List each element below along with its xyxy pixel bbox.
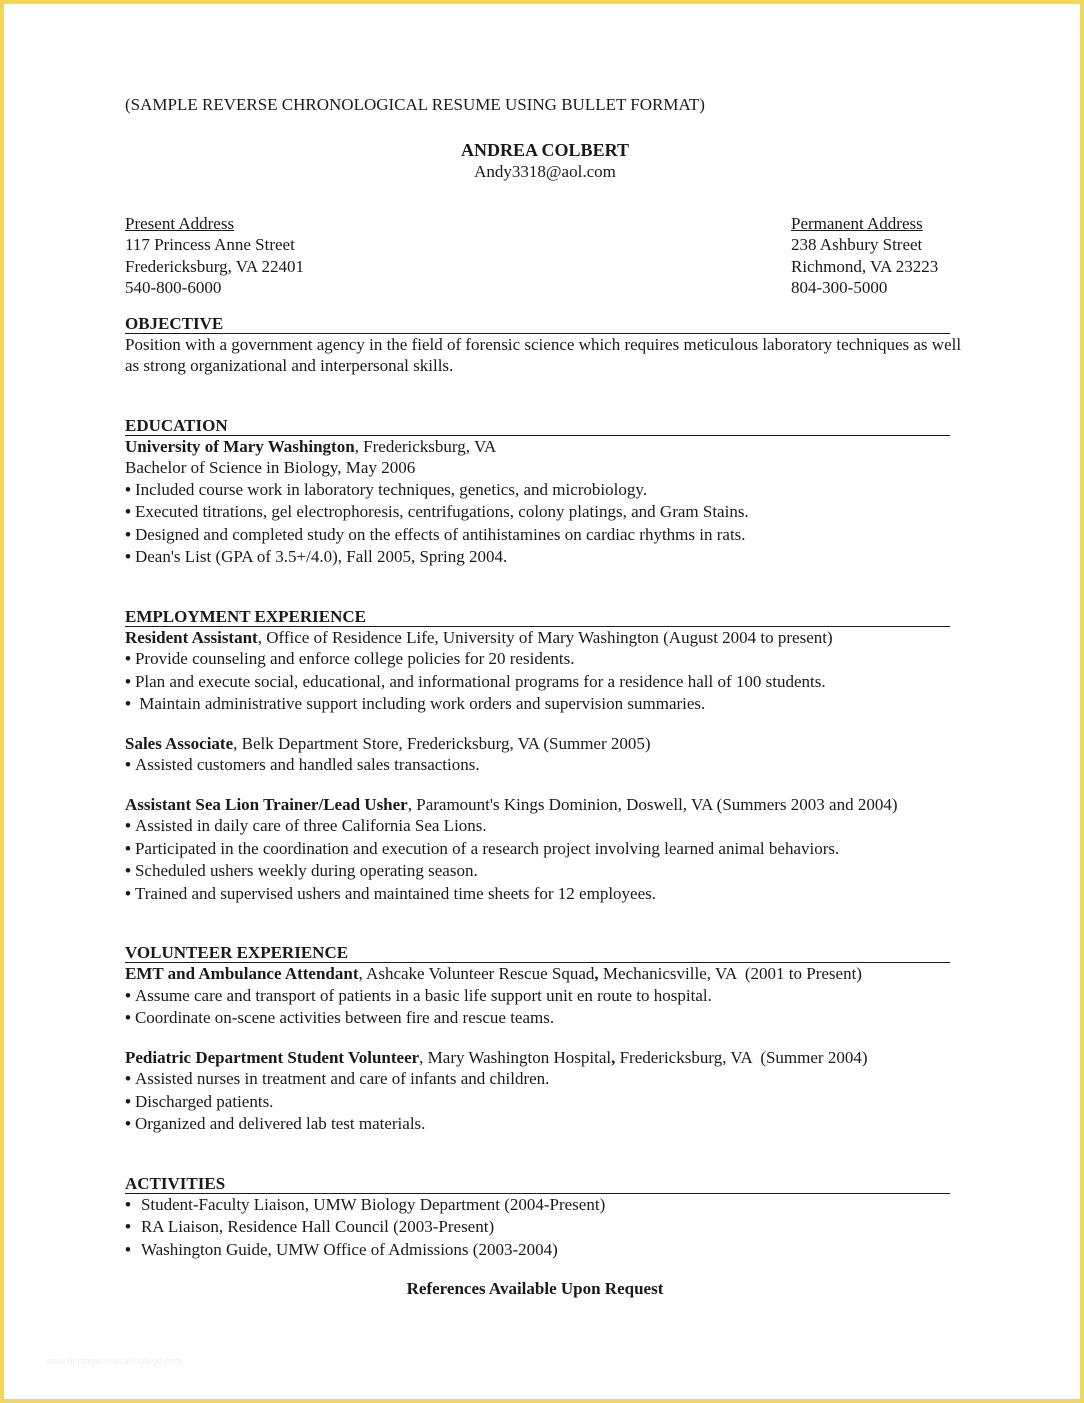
permanent-address-city: Richmond, VA 23223 bbox=[791, 256, 939, 276]
list-item bbox=[125, 671, 965, 693]
list-item-text: Scheduled ushers weekly during operating season. bbox=[134, 861, 478, 880]
bullet-glyph: • bbox=[125, 479, 131, 499]
addresses bbox=[125, 213, 965, 297]
bullet-glyph: • bbox=[125, 502, 131, 521]
bullet-glyph: • bbox=[125, 838, 131, 858]
list-item bbox=[125, 883, 965, 905]
list-item bbox=[125, 1113, 965, 1135]
job-title-separator: , bbox=[594, 964, 599, 983]
bullet-glyph: • bbox=[125, 883, 131, 903]
list-item bbox=[125, 815, 965, 837]
objective-heading: OBJECTIVE bbox=[125, 313, 950, 334]
resume-content bbox=[125, 94, 965, 1300]
job-title: Resident Assistant bbox=[125, 627, 258, 647]
volunteer-heading: VOLUNTEER EXPERIENCE bbox=[125, 942, 950, 963]
activities-heading: ACTIVITIES bbox=[125, 1173, 950, 1194]
employment-heading: EMPLOYMENT EXPERIENCE bbox=[125, 606, 950, 627]
list-item-text: Dean's List (GPA of 3.5+/4.0), Fall 2005, Spring 2004. bbox=[134, 547, 508, 566]
list-item bbox=[125, 648, 965, 670]
list-item-text: Plan and execute social, educational, and informational programs for a residence hall of 100 students. bbox=[134, 671, 826, 691]
permanent-address-phone: 804-300-5000 bbox=[791, 278, 888, 297]
bullet-glyph: • bbox=[125, 1194, 131, 1214]
activities-list bbox=[125, 1194, 965, 1261]
bullet-glyph: • bbox=[125, 816, 131, 835]
job-title-line bbox=[125, 794, 965, 816]
list-item-text: Assisted in daily care of three California Sea Lions. bbox=[134, 816, 487, 835]
list-item-text: Organized and delivered lab test materials. bbox=[134, 1114, 426, 1133]
list-item bbox=[125, 693, 965, 715]
education-school: University of Mary Washington bbox=[125, 436, 355, 456]
list-item-text: Discharged patients. bbox=[134, 1091, 274, 1111]
bullet-glyph: • bbox=[125, 547, 131, 566]
list-item bbox=[125, 546, 965, 568]
bullet-glyph: • bbox=[125, 1239, 131, 1259]
permanent-address bbox=[791, 213, 938, 299]
candidate-name: ANDREA COLBERT bbox=[461, 139, 629, 160]
objective-text: Position with a government agency in the field of forensic science which requires meticulous laboratory techniques as well as strong organizational and interpersonal skills. bbox=[125, 334, 962, 375]
bullet-glyph: • bbox=[125, 985, 131, 1005]
bullet-glyph: • bbox=[125, 1069, 131, 1088]
list-item-text: Student-Faculty Liaison, UMW Biology Department (2004-Present) bbox=[140, 1194, 606, 1214]
list-item bbox=[125, 1068, 965, 1090]
present-address-phone: 540-800-6000 bbox=[125, 278, 222, 297]
list-item-text: Included course work in laboratory techniques, genetics, and microbiology. bbox=[134, 479, 648, 499]
job-title: EMT and Ambulance Attendant bbox=[125, 964, 359, 983]
bullet-glyph: • bbox=[125, 1217, 131, 1236]
employment-job bbox=[125, 794, 965, 905]
list-item-text: Coordinate on-scene activities between fire and rescue teams. bbox=[134, 1008, 555, 1027]
list-item bbox=[125, 524, 965, 546]
candidate-email: Andy3318@aol.com bbox=[474, 162, 616, 181]
education-degree: Bachelor of Science in Biology, May 2006 bbox=[125, 458, 416, 477]
job-title-line bbox=[125, 627, 965, 649]
job-details-location: Fredericksburg, VA (Summer 2004) bbox=[615, 1047, 868, 1067]
list-item-text: Designed and completed study on the effects of antihistamines on cardiac rhythms in rats. bbox=[134, 524, 746, 544]
list-item-text: Washington Guide, UMW Office of Admissions (2003-2004) bbox=[140, 1239, 558, 1259]
bullet-glyph: • bbox=[125, 861, 131, 880]
list-item bbox=[125, 1239, 965, 1261]
list-item-text: Maintain administrative support including work orders and supervision summaries. bbox=[134, 694, 706, 713]
education-school-location: , Fredericksburg, VA bbox=[354, 436, 497, 456]
list-item-text: Provide counseling and enforce college policies for 20 residents. bbox=[134, 649, 575, 668]
job-title-line bbox=[125, 1047, 965, 1069]
list-item-text: Assisted customers and handled sales transactions. bbox=[134, 755, 480, 774]
job-title-line bbox=[125, 963, 965, 985]
employment-job bbox=[125, 733, 965, 776]
list-item-text: Executed titrations, gel electrophoresis, centrifugations, colony platings, and Gram Stains. bbox=[134, 502, 749, 521]
present-address bbox=[125, 213, 304, 299]
permanent-address-label: Permanent Address bbox=[791, 213, 923, 233]
list-item bbox=[125, 501, 965, 523]
list-item bbox=[125, 479, 965, 501]
education-bullets bbox=[125, 479, 965, 568]
references-note: References Available Upon Request bbox=[406, 1279, 664, 1298]
bullet-glyph: • bbox=[125, 524, 131, 544]
bullet-glyph: • bbox=[125, 671, 131, 691]
watermark: www.heritagechristiancollege.com bbox=[46, 1356, 182, 1366]
list-item bbox=[125, 1216, 965, 1238]
list-item-text: Assume care and transport of patients in a basic life support unit en route to hospital. bbox=[134, 985, 712, 1005]
bullet-glyph: • bbox=[125, 694, 131, 713]
job-details: , Mary Washington Hospital bbox=[419, 1047, 612, 1067]
job-title: Assistant Sea Lion Trainer/Lead Usher bbox=[125, 794, 408, 814]
volunteer-job bbox=[125, 1047, 965, 1135]
present-address-label: Present Address bbox=[125, 213, 235, 233]
resume-page bbox=[4, 4, 1080, 1399]
present-address-street: 117 Princess Anne Street bbox=[125, 235, 295, 254]
list-item bbox=[125, 860, 965, 882]
bullet-glyph: • bbox=[125, 1008, 131, 1027]
job-details: , Belk Department Store, Fredericksburg, VA (Summer 2005) bbox=[233, 733, 651, 753]
list-item bbox=[125, 1007, 965, 1029]
list-item bbox=[125, 754, 965, 776]
bullet-glyph: • bbox=[125, 649, 131, 668]
list-item-text: Trained and supervised ushers and maintained time sheets for 12 employees. bbox=[134, 883, 657, 903]
bullet-glyph: • bbox=[125, 1091, 131, 1111]
list-item-text: RA Liaison, Residence Hall Council (2003-Present) bbox=[140, 1217, 495, 1236]
bullet-glyph: • bbox=[125, 1114, 131, 1133]
employment-job bbox=[125, 627, 965, 715]
job-title: Pediatric Department Student Volunteer bbox=[125, 1047, 420, 1067]
job-title-separator: , bbox=[611, 1047, 616, 1067]
job-title: Sales Associate bbox=[125, 733, 234, 753]
list-item bbox=[125, 1091, 965, 1113]
job-details: , Paramount's Kings Dominion, Doswell, VA (Summers 2003 and 2004) bbox=[407, 794, 898, 814]
list-item bbox=[125, 838, 965, 860]
list-item-text: Assisted nurses in treatment and care of infants and children. bbox=[134, 1069, 550, 1088]
education-heading: EDUCATION bbox=[125, 415, 950, 436]
list-item bbox=[125, 985, 965, 1007]
list-item-text: Participated in the coordination and execution of a research project involving learned animal behaviors. bbox=[134, 838, 840, 858]
job-details: , Office of Residence Life, University of Mary Washington (August 2004 to present) bbox=[257, 627, 833, 647]
job-details-location: Mechanicsville, VA (2001 to Present) bbox=[598, 964, 862, 983]
list-item bbox=[125, 1194, 965, 1216]
job-details: , Ashcake Volunteer Rescue Squad bbox=[358, 964, 595, 983]
job-title-line bbox=[125, 733, 965, 755]
volunteer-job bbox=[125, 963, 965, 1029]
bullet-glyph: • bbox=[125, 755, 131, 774]
sample-header-note: (SAMPLE REVERSE CHRONOLOGICAL RESUME USING BULLET FORMAT) bbox=[125, 95, 705, 114]
permanent-address-street: 238 Ashbury Street bbox=[791, 235, 923, 254]
present-address-city: Fredericksburg, VA 22401 bbox=[125, 256, 304, 276]
education-school-line bbox=[125, 436, 965, 458]
